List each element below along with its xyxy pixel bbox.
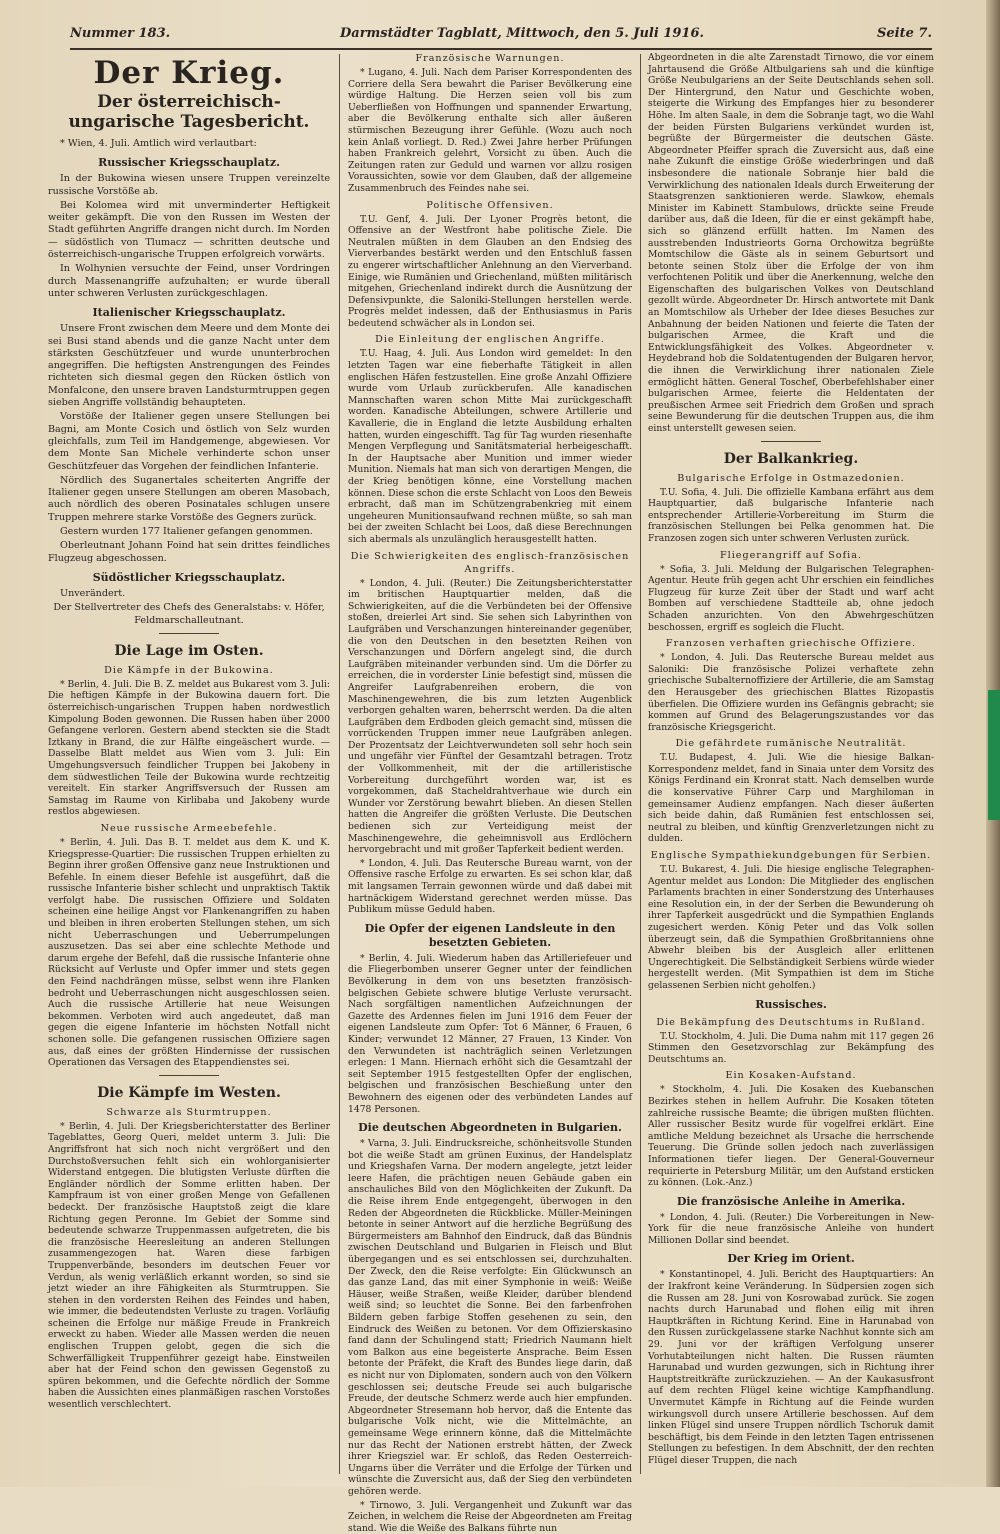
subheading: Die Bekämpfung des Deutschtums in Rußland. <box>648 1016 934 1029</box>
french-loan-heading: Die französische Anleihe in Amerika. <box>648 1195 934 1209</box>
paragraph: T.U. Sofia, 4. Juli. Die offizielle Kambana erfährt aus dem Hauptquartier, daß bulgarische Infanterie nach entsprechender Artillerie-Vorbereitung im Sturm die französischen Stellungen bei Pelka genommen hat. Die Franzosen zogen sich unter schweren Verlusten zurück. <box>648 487 934 545</box>
subheading: Neue russische Armeebefehle. <box>48 822 330 835</box>
green-bookmark-tab <box>988 690 1000 820</box>
issue-number: Nummer 183. <box>70 26 170 41</box>
deputies-bulgaria-heading: Die deutschen Abgeordneten in Bulgarien. <box>348 1121 632 1135</box>
balkan-war-heading: Der Balkankrieg. <box>648 450 934 468</box>
russian-theater-heading: Russischer Kriegsschauplatz. <box>48 156 330 170</box>
paragraph: * Berlin, 4. Juli. Die B. Z. meldet aus Bukarest vom 3. Juli: Die heftigen Kämpfe in der Bukowina dauern fort. Die österreichisch-ungarischen Truppen haben nordwestlich Kimpolung Boden gewonnen. Die Russen haben über 2000 Gefangene verloren. Gestern abend steckten sie die Stadt Iztkany in Brand, die zur Hälfte eingeäschert wurde. — Dasselbe Blatt meldet aus Wien vom 3. Juli: Ein Umgehungsversuch feindlicher Truppen bei Jakobeny in dem südwestlichen Teile der Bukowina wurde rechtzeitig vereitelt. Ein starker Angriffsversuch der Russen am Samstag im Raume von Kirlibaba und Jakobeny wurde restlos abgewiesen. <box>48 679 330 818</box>
subheading: Schwarze als Sturmtruppen. <box>48 1106 330 1119</box>
paragraph: Bei Kolomea wird mit unverminderter Heftigkeit weiter gekämpft. Die von den Russen im Westen der Stadt geführten Angriffe drangen nicht durch. Im Norden — südöstlich von Tlumacz — schritten deutsche und österreichisch-ungarische Truppen erfolgreich vorwärts. <box>48 200 330 261</box>
difficulties-heading: Die Schwierigkeiten des englisch-französischen Angriffs. <box>348 550 632 576</box>
paragraph: * Tirnowo, 3. Juli. Vergangenheit und Zukunft war das Zeichen, in welchem die Reise der Abgeordneten am Freitag stand. Wie die Weiße des Balkans führte nun <box>348 1500 632 1534</box>
paragraph: Unsere Front zwischen dem Meere und dem Monte dei sei Busi stand abends und die ganze Nacht unter dem stärksten Geschützfeuer und wurde ununterbrochen angegriffen. Die heftigsten Anstrengungen des Feindes richteten sich diesmal gegen den Rücken östlich von Monfalcone, den unsere braven Landsturmtruppen gegen sieben Angriffe vollständig behaupteten. <box>48 323 330 409</box>
main-headline: Der Krieg. <box>48 56 330 90</box>
southeast-theater-heading: Südöstlicher Kriegsschauplatz. <box>48 571 330 585</box>
subheading: Bulgarische Erfolge in Ostmazedonien. <box>648 472 934 485</box>
orient-war-heading: Der Krieg im Orient. <box>648 1252 934 1266</box>
paragraph: * London, 4. Juli. (Reuter.) Die Zeitungsberichterstatter im britischen Hauptquartier melden, daß die Schwierigkeiten, auf die die Verbündeten bei der Offensive stoßen, dreierlei Art sind. Sie sehen sich Labyrinthen von Laufgräben und Verschanzungen hintereinander gegenüber, die von den Deutschen in den besetzten Reihen von Verschanzungen und Dörfern angelegt sind, die durch Laufgräben miteinander verbunden sind. Um die Dörfer zu erreichen, die in vorderster Linie befestigt sind, müssen die Angreifer Laufgrabenreihen erobern, die von Maschinengewehren, die bis zum letzten Augenblick verborgen gehalten waren, beherrscht werden. Da die alten Laufgräben dem Erdboden gleich gemacht sind, müssen die vorrückenden Truppen immer neue Laufgräben anlegen. Der Prozentsatz der Leichtverwundeten soll sehr hoch sein und ungefähr vier Fünftel der Gesamtzahl betragen. Trotz der Vollkommenheit, mit der die artilleristische Vorbereitung durchgeführt worden war, ist es vorgekommen, daß Stacheldrahtverhaue wie durch ein Wunder vor Zerstörung bewahrt blieben. An diesen Stellen hatten die Angreifer die größten Verluste. Die Deutschen bedienen sich zur Verteidigung meist der Maschinengewehre, die geheimnisvoll aus Erdlöchern hervorgebracht und mit großer Tapferkeit bedient werden. <box>348 578 632 856</box>
paragraph: T.U. Bukarest, 4. Juli. Die hiesige englische Telegraphen-Agentur meldet aus London: Die Mitglieder des englischen Parlaments brachten in einer Sonderstzung des Unterhauses eine Resolution ein, in der der Serben die Bewunderung oh ihrer Tapferkeit ausgedrückt und die Sympathien Englands zugesichert werden. König Peter und das Volk sollen überzeugt sein, daß die Sympathien Großbritanniens ohne Abwehr bleiben bis der Ausgleich aller erlittenen Ungerechtigkeit. Die Selbständigkeit Serbiens würde wieder hergestellt werden. (Mit Sympathien ist dem im Stiche gelassenen Serbien nicht geholfen.) <box>648 864 934 992</box>
subheading: Die gefährdete rumänische Neutralität. <box>648 737 934 750</box>
paragraph: Unverändert. <box>48 588 330 600</box>
paragraph: * Stockholm, 4. Juli. Die Kosaken des Kuebanschen Bezirkes stehen in hellem Aufruhr. Die Kosaken töteten zahlreiche russische Beamte; die übrigen mußten flüchten. Aller russischer Besitz wurde für vogelfrei erklärt. Eine amtliche Meldung bezeichnet als Ursache die herrschende Teuerung. Die Gründe sollen jedoch nach zuverlässigen Informationen tiefer liegen. Der General-Gouverneur requirierte in Petersburg Militär, um den Aufstand ersticken zu können. (Lok.-Anz.) <box>648 1084 934 1188</box>
paragraph: Oberleutnant Johann Foind hat sein drittes feindliches Flugzeug abgeschossen. <box>48 540 330 565</box>
page-header <box>70 26 932 50</box>
signature: Der Stellvertreter des Chefs des Generalstabs: v. Höfer, Feldmarschalleutnant. <box>48 602 330 627</box>
separator <box>761 441 821 442</box>
report-intro: * Wien, 4. Juli. Amtlich wird verlautbart: <box>48 138 330 150</box>
subheading: Fliegerangriff auf Sofia. <box>648 549 934 562</box>
paragraph: In Wolhynien versuchte der Feind, unser Vordringen durch Massenangriffe aufzuhalten; er wurde überall unter schweren Verlusten zurückgeschlagen. <box>48 263 330 300</box>
paragraph: * Berlin, 4. Juli. Wiederum haben das Artilleriefeuer und die Fliegerbomben unserer Gegner unter der feindlichen Bevölkerung in dem von uns besetzten französisch-belgischen Gebiete schwere blutige Verluste verursacht. Nach sorgfältigen namentlichen Aufzeichnungen der Gazette des Ardennes fielen im Juni 1916 dem Feuer der eigenen Landsleute zum Opfer: Tot 6 Männer, 6 Frauen, 6 Kinder; verwundet 12 Männer, 27 Frauen, 13 Kinder. Von den Verwundeten ist nachträglich seinen Verletzungen erlegen: 1 Mann. Hiernach erhöht sich die Gesamtzahl der seit September 1915 festgestellten Opfer der englischen, belgischen und französischen Beschießung unter den Bewohnern des eigenen oder des verbündeten Landes auf 1478 Personen. <box>348 953 632 1115</box>
italian-theater-heading: Italienischer Kriegsschauplatz. <box>48 306 330 320</box>
column-3 <box>648 52 934 1477</box>
paragraph: * London, 4. Juli. (Reuter.) Die Vorbereitungen in New-York für die neue französische Anleihe von hundert Millionen Dollar sind beendet. <box>648 1212 934 1247</box>
paragraph: * London, 4. Juli. Das Reutersche Bureau warnt, von der Offensive rasche Erfolge zu erwarten. Es sei schon klar, daß mit langsamen Terrain gewonnen würde und daß dabei mit hartnäckigem Widerstand gerechnet werden müsse. Das Publikum müsse Geduld haben. <box>348 858 632 916</box>
column-1 <box>48 52 330 1477</box>
paragraph: T.U. Genf, 4. Juli. Der Lyoner Progrès betont, die Offensive an der Westfront habe politische Ziele. Die Neutralen müßten in dem Glauben an den Endsieg des Vierverbandes bestärkt werden und den Entschluß fassen zu engerer wirtschaftlicher Anlehnung an den Vierverband. Einige, wie Rumänien und Griechenland, müßten militärisch mitgehen, Griechenland indirekt durch die Ausnützung der Defensivpunkte, die Saloniki-Stellungen herstellen werde. Progrès meldet indessen, daß der Enthusiasmus in Paris bedeutend schwächer als in London sei. <box>348 214 632 330</box>
separator <box>159 633 219 634</box>
column-rule-2 <box>640 54 641 1474</box>
paragraph: T.U. Budapest, 4. Juli. Wie die hiesige Balkan-Korrespondenz meldet, fand in Sinaia unter dem Vorsitz des Königs Ferdinand ein Kronrat statt. Nach demselben wurde die konservative Führer Carp und Marghiloman in gemeinsamer Audienz empfangen. Nach dieser äußerten sich beide dahin, daß Rumänien fest entschlossen sei, neutral zu bleiben, und künftig Grenzverletzungen nicht zu dulden. <box>648 752 934 845</box>
political-offensives-heading: Politische Offensiven. <box>348 199 632 212</box>
paragraph: Vorstöße der Italiener gegen unsere Stellungen bei Bagni, am Monte Cosich und östlich von Selz wurden gleichfalls, zum Teil im Handgemenge, abgewiesen. Vor dem Monte San Michele verhinderte schon unser Geschützfeuer das Vorgehen der feindlichen Infanterie. <box>48 411 330 472</box>
subheading: Franzosen verhaften griechische Offiziere. <box>648 637 934 650</box>
french-warnings-heading: Französische Warnungen. <box>348 52 632 65</box>
austro-hungarian-report-title: Der österreichisch-ungarische Tagesbericht. <box>48 92 330 132</box>
russian-affairs-heading: Russisches. <box>648 998 934 1012</box>
victims-heading: Die Opfer der eigenen Landsleute in den besetzten Gebieten. <box>348 922 632 950</box>
subheading: Englische Sympathiekundgebungen für Serbien. <box>648 849 934 862</box>
subheading: Ein Kosaken-Aufstand. <box>648 1069 934 1082</box>
paragraph: Nördlich des Suganertales scheiterten Angriffe der Italiener gegen unsere Stellungen am oberen Masobach, auch nördlich des oberen Posinatales schlugen unsere Truppen mehrere starke Vorstöße des Gegners zurück. <box>48 475 330 524</box>
paragraph: * Berlin, 4. Juli. Das B. T. meldet aus dem K. und K. Kriegspresse-Quartier: Die russischen Truppen erhielten zu Beginn ihrer großen Offensive ganz neue Instruktionen und Befehle. In einem dieser Befehle ist ausgeführt, daß die russische Infanterie bisher schlecht und unpraktisch Taktik verfolgt habe. Die russischen Offiziere und Soldaten scheinen eine heilige Angst vor Flankenangriffen zu haben und bleiben in ihren eroberten Stellungen stehen, um sich nicht Ueberraschungen und Ueberrumpelungen auszusetzen. Das sei aber eine schlechte Methode und darum ergehe der Befehl, daß die russische Infanterie ohne Rücksicht auf Verluste und Opfer immer und stets gegen den Feind nachdrängen müsse, selbst wenn ihre Flanken bedroht und Ueberraschungen nicht ausgeschlossen seien. Auch die russische Artillerie hat neue Weisungen bekommen. Verboten wird auch angedeutet, daß man gegen die eigene Infanterie im höchsten Notfall nicht schonen solle. Die gefangenen russischen Offiziere sagen aus, daß eines der größten Hindernisse der russischen Operationen das Versagen des Etappendienstes sei. <box>48 837 330 1069</box>
paragraph: * London, 4. Juli. Das Reutersche Bureau meldet aus Saloniki: Die französische Polizei verhaftete zehn griechische Subalternoffiziere der Artillerie, die am Samstag den Herausgeber des griechischen Blattes Rizopastis überfielen. Die Offiziere wurden ins Gefängnis gebracht; sie kommen auf Grund des Belagerungszustandes vor das französische Kriegsgericht. <box>648 652 934 733</box>
paragraph: * Konstantinopel, 4. Juli. Bericht des Hauptquartiers: An der Irakfront keine Veränderung. In Südpersien zogen sich die Russen am 28. Juni von Kosrowabad zurück. Sie zogen nachts durch Harunabad und flohen eilig mit ihren Hauptkräften in Richtung Kerind. Eine in Harunabad von den Russen zurückgelassene starke Nachhut konnte sich am 29. Juni vor der kräftigen Verfolgung unserer Vorhutabteilungen nicht halten. Die Russen räumten Harunabad und wurden gezwungen, sich in Richtung ihrer Hauptstreitkräfte zurückzuziehen. — An der Kaukasusfront auf dem rechten Flügel keine wichtige Kampfhandlung. Unvermutet Kämpfe in Richtung auf die Feinde wurden wirkungsvoll durch unsere Artillerie beschossen. Auf dem linken Flügel sind unsere Truppen nördlich Tschoruk damit beschäftigt, bis dem Feinde in den letzten Tagen entrissenen Stellungen zu befestigen. In dem Abschnitt, der den rechten Flügel dieser Truppen, die nach <box>648 1269 934 1466</box>
separator <box>159 1075 219 1076</box>
paragraph: T.U. Haag, 4. Juli. Aus London wird gemeldet: In den letzten Tagen war eine fieberhafte Tätigkeit in allen englischen Häfen festzustellen. Eine große Anzahl Offiziere wurde vom Urlaub zurückberufen. Alle kanadischen Mannschaften waren schon Mitte Mai zurückgeschafft worden. Kanadische Abteilungen, schwere Artillerie und Kavallerie, die in England die letzte Ausbildung erhalten hatten, wurden eingeschifft. Tag für Tag wurden riesenhafte Mengen Verpflegung und Sanitätsmaterial herbeigeschafft. In der Hauptsache aber Munition und immer wieder Munition. Niemals hat man sich von derartigen Mengen, die der Krieg benötigen könne, eine Vorstellung machen können. Diese schon die erste Schlacht von Loos den Beweis erbracht, daß man im Schützengrabenkrieg mit einem ungeheuren Munitionsaufwand rechnen müßte, so sah man bei der zweiten Schlacht bei Loos, daß diese Berechnungen sich abermals als unzulänglich herausgestellt hatten. <box>348 348 632 545</box>
paragraph: T.U. Stockholm, 4. Juli. Die Duma nahm mit 117 gegen 26 Stimmen den Gesetzvorschlag zur Bekämpfung des Deutschtums an. <box>648 1031 934 1066</box>
paragraph: * Berlin, 4. Juli. Der Kriegsberichterstatter des Berliner Tageblattes, Georg Queri, meldet unterm 3. Juli: Die Angriffsfront hat sich noch nicht vergrößert und den Durchstoßversuchen fehlt sich ein wohlorganisierter Widerstand entgegen. Die blutigsten Verluste dürften die Engländer nördlich der Somme erlitten haben. Der Kampfraum ist von einer großen Menge von Gefallenen bedeckt. Der französische Hauptstoß zeigt die klare Richtung gegen Peronne. Im Gebiet der Somme sind bedeutende schwarze Truppenmassen aufgetreten, die bis die französische Heeresleitung an anderen Stellungen zusammengezogen hat. Waren diese farbigen Truppenverbände, besonders im deutschen Feuer vor Verdun, als wenig verläßlich erkannt worden, so sind sie jetzt wieder an ihre Fähigkeiten als Sturmtruppen. Sie stehen in den vordersten Reihen des Feindes und haben, wie immer, die bedeutendsten Verluste zu tragen. Vorläufig scheinen die Erfolge nur mäßige Freude in Frankreich erweckt zu haben. Wieder alle Massen werden die neuen englischen Truppen gelobt, gegen die sich die Schwerfälligkeit Truppenführer gezeigt habe. Einstweilen aber hat der Feind schon den gewissen Gegenstoß zu spüren bekommen, und die Gefechte nördlich der Somme haben die Aussichten eines planmäßigen raschen Vorstoßes wesentlich verschlechtert. <box>48 1121 330 1411</box>
subheading: Die Kämpfe in der Bukowina. <box>48 664 330 677</box>
east-situation-heading: Die Lage im Osten. <box>48 642 330 660</box>
page-number: Seite 7. <box>877 26 932 41</box>
paragraph: * Varna, 3. Juli. Eindrucksreiche, schönheitsvolle Stunden bot die weiße Stadt am grünen Euxinus, der Handelsplatz und Kriegshafen Varna. Der modern angelegte, jetzt leider leere Hafen, die prächtigen neuen Gebäude gaben ein anschauliches Bild von den Möglichkeiten der Zukunft. Da die Reise ihrem Ende entgegengeht, überwogen in den Reden der Abgeordneten die Rückblicke. Müller-Meiningen betonte in seiner Antwort auf die herzliche Begrüßung des Bürgermeisters am Bahnhof den Eindruck, daß das Bündnis zwischen Deutschland und Bulgarien in Fleisch und Blut übergegangen und es sei entschlossen sei, durchzuhalten. Der Zweck, den die Reise verfolgte: Ein Glückwunsch an das ganze Land, das mit einer Symphonie in weiß: Weiße Häuser, weiße Straßen, weiße Kleider, darüber blendend weiß sind; so leuchtet die Sonne. Bei den farbenfrohen Bildern geben farbige Stoffen gesehenen zu sein, den Eindruck des Weißen zu betonen. Vor dem Offizierskasino fand dann der Schulingend statt; Friedrich Naumann hielt vom Balkon aus eine begeisterte Ansprache. Beim Essen betonte der Präfekt, die Kraft des Bundes liege darin, daß es nicht nur von Diplomaten, sondern auch von den Völkern geschlossen sei; deutsche Freude sei auch bulgarische Freude, der deutsche Schmerz werde auch hier empfunden. Abgeordneter Stresemann hob hervor, daß die Entente das bulgarische Volk nicht, wie die Mittelmächte, an gemeinsame Wege erinnern könne, daß die Mittelmächte nur das Recht der Nationen erstrebt hätten, der Zweck ihrer Kriegsziel war. Er schloß, das Reden Oesterreich-Ungarns über die Verräter und die Erfolge der Türken und wünschte die Zuversicht aus, daß der Sieg den verbündeten gehören werde. <box>348 1138 632 1497</box>
paragraph: * Sofia, 3. Juli. Meldung der Bulgarischen Telegraphen-Agentur. Heute früh gegen acht Uhr erschien ein feindliches Flugzeug für kurze Zeit über der Stadt und warf acht Bomben auf verschiedene Stadtteile ab, ohne jedoch Schaden anzurichten. Von den Abwehrgeschützen beschossen, ergriff es sogleich die Flucht. <box>648 564 934 634</box>
paragraph: * Lugano, 4. Juli. Nach dem Pariser Korrespondenten des Corriere della Sera bewahrt die Pariser Bevölkerung eine würdige Haltung. Die Herzen seien voll bis zum Ueberfließen von Hoffnungen und spannender Erwartung, aber die Bevölkerung enthalte sich aller äußeren stürmischen Bezeugung ihrer Gefühle. (Wozu auch noch kein Anlaß vorliegt. D. Red.) Zwei Jahre herber Prüfungen haben Frankreich gelehrt, Vorsicht zu üben. Auch die Zeitungen raten zur Geduld und warnen vor allzu rosigen Voraussichten, sowie vor dem Glauben, daß der allgemeine Zusammenbruch des Feindes nahe sei. <box>348 67 632 195</box>
column-rule-1 <box>339 54 340 1474</box>
paragraph: Abgeordneten in die alte Zarenstadt Tirnowo, die vor einem Jahrtausend die Größe Altbulgariens sah und die künftige Größe Neubulgariens an der Seite Deutschlands sehen soll. Der Hintergrund, den Natur und Geschichte woben, steigerte die Wirkung des Empfanges hier zu besonderer Höhe. Im alten Saale, in dem die Sobranje tagt, wo die Wahl der beiden Fürsten Bulgariens verkündet wurden ist, begrüßte der Bürgermeister die deutschen Gäste. Abgeordneter Pfeiffer sprach die Zuversicht aus, daß eine nahe Zukunft die einstige Größe wiederbringen und daß insbesondere die nationale Sobranje hier bald die Verwirklichung des nationalen Ideals durch Erweiterung der Staatsgrenzen sanktionieren werde. Slawkow, ehemals Minister im Kabinett Stambulows, drückte seine Freude darüber aus, daß die Ideen, für die er einst gekämpft habe, sich so glänzend erfüllt hatten. Im Namen des ausstrebenden Industrieorts Gorna Orchowitza begrüßte Momtschilow die Gäste als in seinem Geburtsort und betonte seinen Stolz über die Erfolge der von ihm verfochtenen Politik und über die Anerkennung, welche den Eigenschaften des bulgarischen Volkes von Deutschland gezollt würde. Abgeordneter Dr. Hirsch antwortete mit Dank an Momtschilow als Urheber der Idee dieses Besuches zur Anbahnung der beiden Nationen und feierte die Taten der bulgarischen Armee, die Kraft und die Entwicklungsfähigkeit des Volkes. Abgeordneter v. Heydebrand hob die Soldatentugenden der Bulgaren hervor, die ihnen die Verwirklichung ihrer nationalen Ziele ermöglicht hätten. General Toschef, Oberbefehlshaber einer bulgarischen Armee, feierte die Heldentaten der preußischen Armee seit Friedrich dem Großen und sprach seine Bewunderung für die deutschen Truppen aus, die ihm einst unterstellt gewesen seien. <box>648 52 934 435</box>
paragraph: Gestern wurden 177 Italiener gefangen genommen. <box>48 526 330 538</box>
west-battles-heading: Die Kämpfe im Westen. <box>48 1084 330 1102</box>
masthead-date: Darmstädter Tagblatt, Mittwoch, den 5. Juli 1916. <box>340 26 704 41</box>
paragraph: In der Bukowina wiesen unsere Truppen vereinzelte russische Vorstöße ab. <box>48 173 330 198</box>
column-2 <box>348 52 632 1477</box>
english-attacks-heading: Die Einleitung der englischen Angriffe. <box>348 333 632 346</box>
